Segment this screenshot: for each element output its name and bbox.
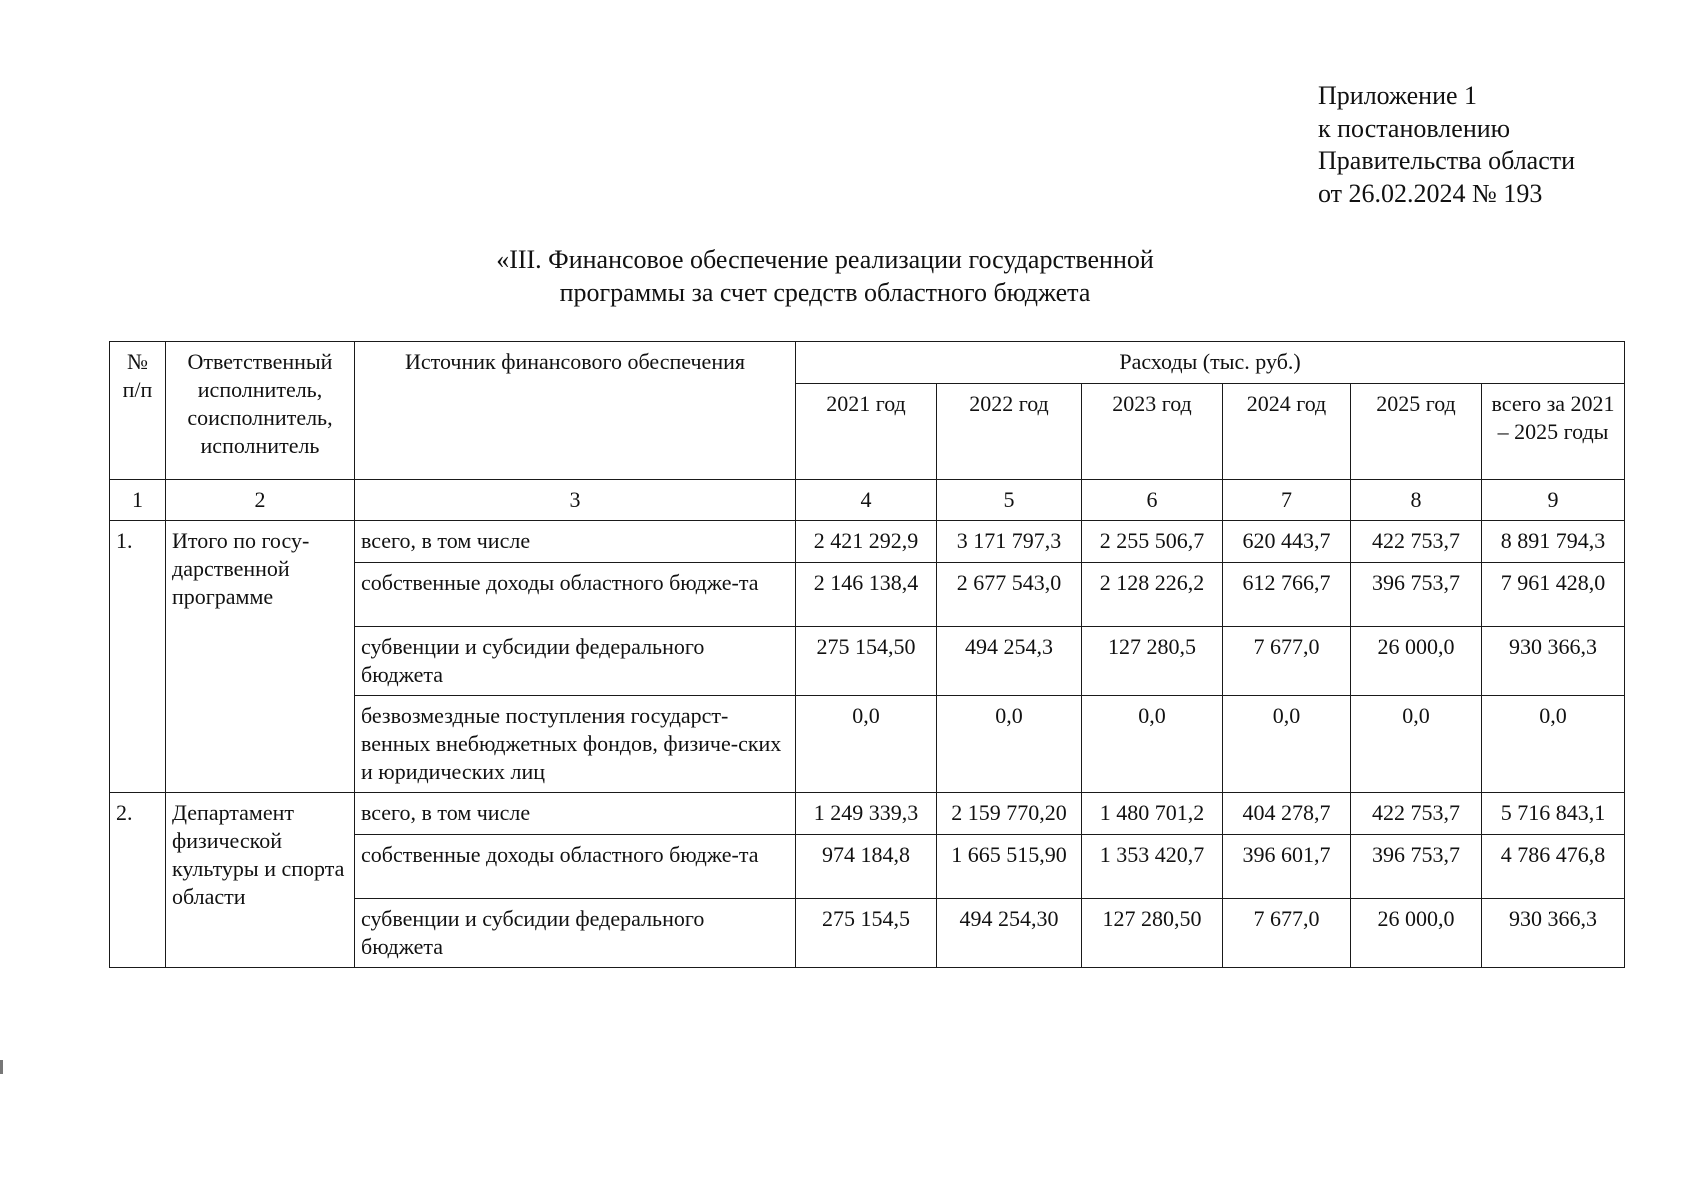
value-cell: 2 159 770,20	[937, 793, 1082, 835]
column-number: 3	[355, 480, 796, 521]
value-cell: 2 677 543,0	[937, 563, 1082, 627]
value-cell: 396 753,7	[1351, 835, 1482, 899]
value-cell: 930 366,3	[1482, 627, 1625, 696]
value-cell: 974 184,8	[796, 835, 937, 899]
value-cell: 2 421 292,9	[796, 521, 937, 563]
column-number: 1	[110, 480, 166, 521]
value-cell: 7 961 428,0	[1482, 563, 1625, 627]
value-cell: 275 154,50	[796, 627, 937, 696]
row-source: безвозмездные поступления государст-венных внебюджетных фондов, физиче-ских и юридических лиц	[355, 696, 796, 793]
value-cell: 422 753,7	[1351, 793, 1482, 835]
section-title-line: программы за счет средств областного бюджета	[559, 277, 1091, 307]
value-cell: 4 786 476,8	[1482, 835, 1625, 899]
appendix-block	[1318, 80, 1575, 210]
row-source: собственные доходы областного бюдже-та	[355, 563, 796, 627]
value-cell: 0,0	[796, 696, 937, 793]
value-cell: 275 154,5	[796, 899, 937, 968]
header-num: № п/п	[110, 342, 166, 480]
value-cell: 422 753,7	[1351, 521, 1482, 563]
appendix-line: Приложение 1	[1318, 81, 1478, 110]
value-cell: 620 443,7	[1223, 521, 1351, 563]
value-cell: 612 766,7	[1223, 563, 1351, 627]
value-cell: 0,0	[1082, 696, 1223, 793]
value-cell: 0,0	[1482, 696, 1625, 793]
header-year: 2023 год	[1082, 384, 1223, 480]
header-year: 2021 год	[796, 384, 937, 480]
header-year: 2024 год	[1223, 384, 1351, 480]
appendix-line: Правительства области	[1318, 146, 1576, 175]
column-number: 5	[937, 480, 1082, 521]
column-number: 8	[1351, 480, 1482, 521]
value-cell: 7 677,0	[1223, 627, 1351, 696]
row-source: субвенции и субсидии федерального бюджета	[355, 627, 796, 696]
value-cell: 5 716 843,1	[1482, 793, 1625, 835]
appendix-line: к постановлению	[1318, 113, 1511, 143]
value-cell: 26 000,0	[1351, 899, 1482, 968]
value-cell: 494 254,30	[937, 899, 1082, 968]
header-expenses: Расходы (тыс. руб.)	[796, 342, 1625, 384]
column-number: 9	[1482, 480, 1625, 521]
value-cell: 396 753,7	[1351, 563, 1482, 627]
value-cell: 2 146 138,4	[796, 563, 937, 627]
value-cell: 396 601,7	[1223, 835, 1351, 899]
value-cell: 2 255 506,7	[1082, 521, 1223, 563]
value-cell: 26 000,0	[1351, 627, 1482, 696]
value-cell: 930 366,3	[1482, 899, 1625, 968]
column-number: 2	[166, 480, 355, 521]
value-cell: 1 665 515,90	[937, 835, 1082, 899]
row-executor: Итого по госу-дарственной программе	[166, 521, 355, 793]
row-executor: Департамент физической культуры и спорта области	[166, 793, 355, 968]
row-source: субвенции и субсидии федерального бюджета	[355, 899, 796, 968]
appendix-line: от 26.02.2024 № 193	[1318, 178, 1543, 208]
value-cell: 2 128 226,2	[1082, 563, 1223, 627]
value-cell: 127 280,50	[1082, 899, 1223, 968]
value-cell: 3 171 797,3	[937, 521, 1082, 563]
value-cell: 404 278,7	[1223, 793, 1351, 835]
row-number: 2.	[110, 793, 166, 968]
value-cell: 0,0	[1351, 696, 1482, 793]
header-row	[110, 342, 1625, 384]
value-cell: 0,0	[937, 696, 1082, 793]
value-cell: 0,0	[1223, 696, 1351, 793]
table-row	[110, 521, 1625, 563]
column-number: 6	[1082, 480, 1223, 521]
header-total: всего за 2021 – 2025 годы	[1482, 384, 1625, 480]
value-cell: 127 280,5	[1082, 627, 1223, 696]
value-cell: 1 249 339,3	[796, 793, 937, 835]
value-cell: 7 677,0	[1223, 899, 1351, 968]
value-cell: 1 480 701,2	[1082, 793, 1223, 835]
row-number: 1.	[110, 521, 166, 793]
row-source: всего, в том числе	[355, 793, 796, 835]
header-executor: Ответственный исполнитель, соисполнитель, исполнитель	[166, 342, 355, 480]
row-source: собственные доходы областного бюдже-та	[355, 835, 796, 899]
table-row	[110, 793, 1625, 835]
header-year: 2022 год	[937, 384, 1082, 480]
value-cell: 1 353 420,7	[1082, 835, 1223, 899]
header-source: Источник финансового обеспечения	[355, 342, 796, 480]
column-number-row	[110, 480, 1625, 521]
scan-edge-mark	[0, 1060, 3, 1074]
header-year: 2025 год	[1351, 384, 1482, 480]
column-number: 4	[796, 480, 937, 521]
row-source: всего, в том числе	[355, 521, 796, 563]
column-number: 7	[1223, 480, 1351, 521]
value-cell: 494 254,3	[937, 627, 1082, 696]
value-cell: 8 891 794,3	[1482, 521, 1625, 563]
section-title-line: «III. Финансовое обеспечение реализации государственной	[496, 245, 1154, 274]
financing-table	[109, 341, 1625, 968]
section-title	[300, 244, 1350, 309]
